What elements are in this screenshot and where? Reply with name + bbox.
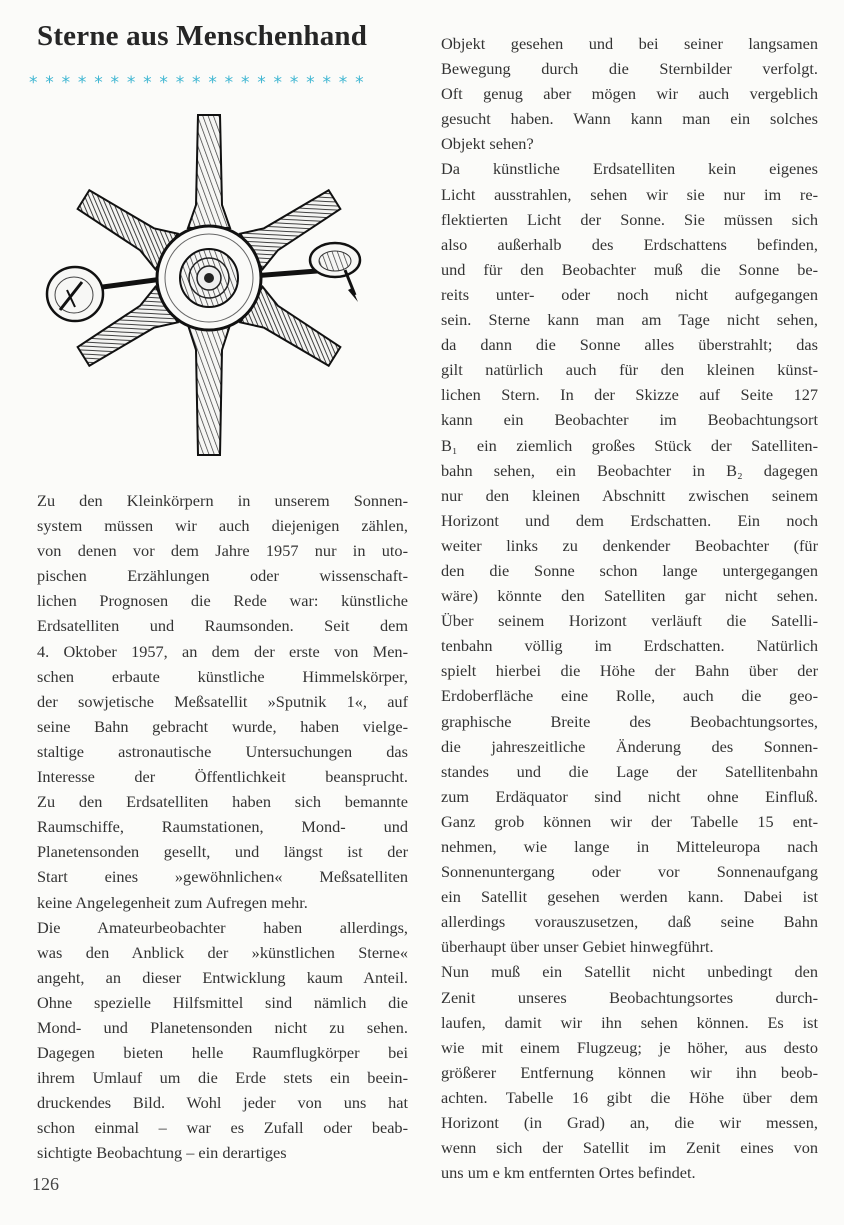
satellite-arm-top <box>188 115 230 228</box>
text-line: Da künstliche Erdsatelliten kein eigenes <box>441 159 818 179</box>
text-line: größerer Entfernung können wir ihn beob- <box>441 1062 818 1082</box>
text-line: achten. Tabelle 16 gibt die Höhe über dem <box>441 1087 818 1107</box>
page-title: Sterne aus Menschenhand <box>37 20 368 52</box>
text-line: bahn sehen, ein Beobachter in B₂ dagegen <box>441 460 818 480</box>
text-line: Raumschiffe, Raumstationen, Mond- und <box>37 817 408 837</box>
text-line: Ohne spezielle Hilfsmittel sind nämlich die <box>37 992 408 1012</box>
left-sensor-disc <box>47 267 103 321</box>
text-line: 4. Oktober 1957, an dem der erste von Men- <box>37 641 408 661</box>
text-line: nur den kleinen Abschnitt zwischen seinem <box>441 485 818 505</box>
text-line: Zu den Kleinkörpern in unserem Sonnen- <box>37 491 408 510</box>
text-line: zum Erdäquator sind nicht ohne Einfluß. <box>441 786 818 806</box>
text-line: also außerhalb des Erdschattens befinden, <box>441 234 818 254</box>
text-line: ein Satellit gesehen werden kann. Dabei ist <box>441 887 818 907</box>
text-line: Ganz grob können wir der Tabelle 15 ent- <box>441 811 818 831</box>
text-line: tenbahn völlig im Erdschatten. Natürlich <box>441 636 818 656</box>
right-text-column <box>441 31 818 1185</box>
text-line: wenn sich der Satellit im Zenit eines von <box>441 1138 818 1158</box>
text-line: lichen Stern. In der Skizze auf Seite 127 <box>441 385 818 405</box>
text-line: allerdings vorauszusetzen, daß seine Bahn <box>441 912 818 932</box>
page-number: 126 <box>32 1174 59 1194</box>
text-line: weiter links zu denkender Beobachter (für <box>441 535 818 555</box>
text-line: Über seinem Horizont verläuft die Satelli- <box>441 611 818 631</box>
text-line: der sowjetische Meßsatellit »Sputnik 1«, auf <box>37 691 408 711</box>
text-line: den die Sonne schon lange untergegangen <box>441 560 818 580</box>
text-line: Nun muß ein Satellit nicht unbedingt den <box>441 962 818 982</box>
satellite-arm-bottom <box>188 325 230 455</box>
text-line: die jahreszeitliche Änderung des Sonnen- <box>441 736 818 756</box>
text-line: system müssen wir auch diejenigen zählen, <box>37 516 408 536</box>
text-line: pischen Erzählungen oder wissenschaft- <box>37 566 408 586</box>
text-line: schen erbaute künstliche Himmelskörper, <box>37 666 408 686</box>
text-line: reits unter- oder noch nicht aufgegangen <box>441 284 818 304</box>
text-line: gesucht haben. Wann kann man ein solches <box>441 109 818 129</box>
text-line: Mond- und Planetensonden nicht zu sehen. <box>37 1017 408 1037</box>
text-line: spielt hierbei die Höhe der Bahn über der <box>441 661 818 681</box>
text-line: lichen Prognosen die Rede war: künstliche <box>37 591 408 611</box>
text-line: angeht, an dieser Entwicklung kaum Anteil. <box>37 967 408 987</box>
text-line: B₁ ein ziemlich großes Stück der Satelliten- <box>441 435 818 455</box>
text-line: Interesse der Öffentlichkeit beansprucht. <box>37 767 408 787</box>
text-line: keine Angelegenheit zum Aufregen mehr. <box>37 892 308 912</box>
text-line: nehmen, wie lange in Mitteleuropa nach <box>441 837 818 856</box>
right-sensor-disc <box>310 243 360 302</box>
satellite-hub <box>157 226 261 330</box>
text-line: Bewegung durch die Sternbilder verfolgt. <box>441 59 818 79</box>
text-line: gilt natürlich auch für den kleinen künst- <box>441 360 818 380</box>
text-line: Objekt sehen? <box>441 134 534 154</box>
decorative-star-row: * * * * * * * * * * * * * * * * * * * * * <box>29 73 365 93</box>
text-line: Erdoberfläche eine Rolle, auch die geo- <box>441 686 818 706</box>
text-line: druckendes Bild. Wohl jeder von uns hat <box>37 1093 408 1113</box>
text-line: da dann die Sonne alles überstrahlt; das <box>441 335 818 355</box>
text-line: wäre) könnte den Satelliten gar nicht sehen. <box>441 586 818 606</box>
text-line: Horizont und dem Erdschatten. Ein noch <box>441 510 818 530</box>
text-line: Zenit unseres Beobachtungsortes durch- <box>441 987 818 1007</box>
text-line: staltige astronautische Untersuchungen das <box>37 741 408 761</box>
text-line: Die Amateurbeobachter haben allerdings, <box>37 917 408 937</box>
text-line: Oft genug aber mögen wir auch vergeblich <box>441 84 818 104</box>
text-line: schon einmal – war es Zufall oder beab- <box>37 1118 408 1138</box>
text-line: ihrem Umlauf um die Erde stets ein beein- <box>37 1068 408 1088</box>
text-line: Horizont (in Grad) an, die wir messen, <box>441 1113 818 1133</box>
text-line: Objekt gesehen und bei seiner langsamen <box>441 34 818 53</box>
text-line: was den Anblick der »künstlichen Sterne« <box>37 942 408 962</box>
text-line: von denen vor dem Jahre 1957 nur in uto- <box>37 541 408 561</box>
text-line: sein. Sterne kann man am Tage nicht sehen, <box>441 310 818 330</box>
text-line: überhaupt über unser Gebiet hinwegführt. <box>441 937 714 957</box>
text-line: Zu den Erdsatelliten haben sich bemannte <box>37 792 408 812</box>
text-line: Sonnenuntergang oder vor Sonnenaufgang <box>441 862 818 882</box>
text-line: uns um e km entfernten Ortes befindet. <box>441 1163 696 1183</box>
text-line: standes und die Lage der Satellitenbahn <box>441 761 818 781</box>
text-line: graphische Breite des Beobachtungsortes, <box>441 711 818 731</box>
text-line: flektierten Licht der Sonne. Sie müssen sich <box>441 209 818 229</box>
text-line: Start eines »gewöhnlichen« Meßsatelliten <box>37 867 408 887</box>
satellite-illustration <box>30 110 370 460</box>
text-line: seine Bahn gebracht wurde, haben vielge- <box>37 716 408 736</box>
left-text-column <box>37 488 408 1166</box>
text-line: Dagegen bieten helle Raumflugkörper bei <box>37 1043 408 1063</box>
text-line: Erdsatelliten und Raumsonden. Seit dem <box>37 616 408 636</box>
text-line: sichtigte Beobachtung – ein derartiges <box>37 1143 287 1163</box>
text-line: und für den Beobachter muß die Sonne be- <box>441 259 818 279</box>
text-line: laufen, damit wir ihn sehen können. Es ist <box>441 1012 818 1032</box>
text-line: Licht ausstrahlen, sehen wir sie nur im re- <box>441 184 818 204</box>
text-line: wie mit einem Flugzeug; je höher, aus desto <box>441 1037 818 1057</box>
text-line: kann ein Beobachter im Beobachtungsort <box>441 410 818 430</box>
text-line: Planetensonden gesellt, und längst ist der <box>37 842 408 862</box>
